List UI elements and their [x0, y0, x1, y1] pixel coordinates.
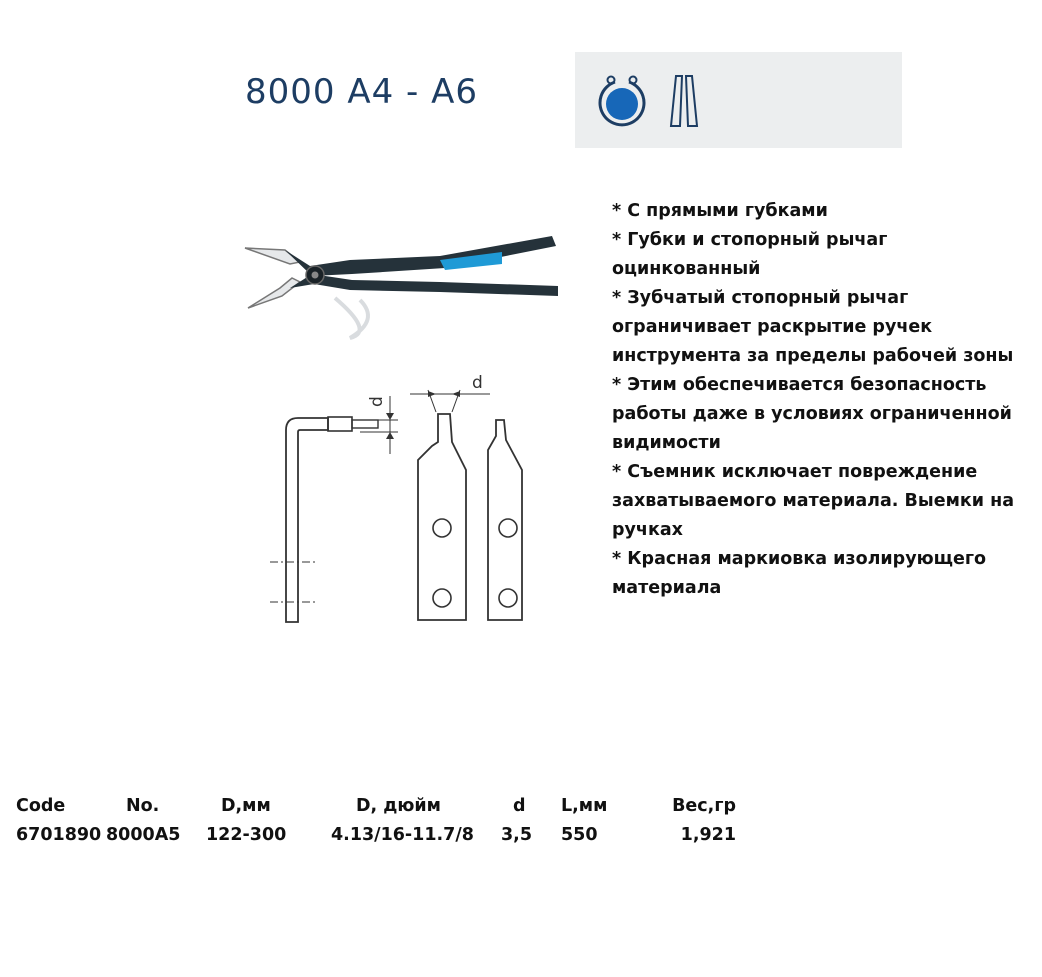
- dimension-label-left: d: [367, 396, 387, 407]
- table-header-row: [16, 791, 736, 820]
- header-d-mm: D,мм: [221, 795, 271, 816]
- header-code: Code: [16, 795, 66, 816]
- cell-no: 8000A5: [106, 824, 181, 845]
- feature-item: * Этим обеспечивается безопасность работы даже в условиях ограниченной видимости: [612, 375, 1012, 453]
- cell-code: 6701890: [16, 824, 102, 845]
- straight-tips-icon: [667, 74, 701, 130]
- cell-d-small: 3,5: [501, 824, 533, 845]
- symbol-panel: [575, 52, 902, 148]
- header-d-small: d: [513, 795, 526, 816]
- spec-table: [16, 791, 736, 849]
- header-l-mm: L,мм: [561, 795, 608, 816]
- feature-item: * Съемник исключает повреждение захватываемого материала. Выемки на ручках: [612, 462, 1015, 540]
- table-row: [16, 820, 736, 849]
- external-circlip-icon: [595, 74, 649, 130]
- cell-d-inch: 4.13/16-11.7/8: [331, 824, 474, 845]
- feature-item: * Губки и стопорный рычаг оцинкованный: [612, 230, 888, 279]
- cell-d-mm: 122-300: [206, 824, 287, 845]
- dimension-schematic: [260, 370, 540, 640]
- pliers-image: [240, 220, 570, 360]
- header-weight: Вес,гр: [672, 795, 736, 816]
- cell-l-mm: 550: [561, 824, 598, 845]
- header-d-inch: D, дюйм: [356, 795, 441, 816]
- cell-weight: 1,921: [680, 824, 736, 845]
- header-no: No.: [126, 795, 160, 816]
- feature-list: [612, 197, 1032, 603]
- dimension-label-right: d: [472, 373, 483, 393]
- product-title: 8000 A4 - A6: [245, 72, 478, 112]
- feature-item: * С прямыми губками: [612, 201, 828, 221]
- feature-item: * Красная маркиовка изолирующего материала: [612, 549, 987, 598]
- feature-item: * Зубчатый стопорный рычаг ограничивает раскрытие ручек инструмента за пределы рабочей зоны: [612, 288, 1014, 366]
